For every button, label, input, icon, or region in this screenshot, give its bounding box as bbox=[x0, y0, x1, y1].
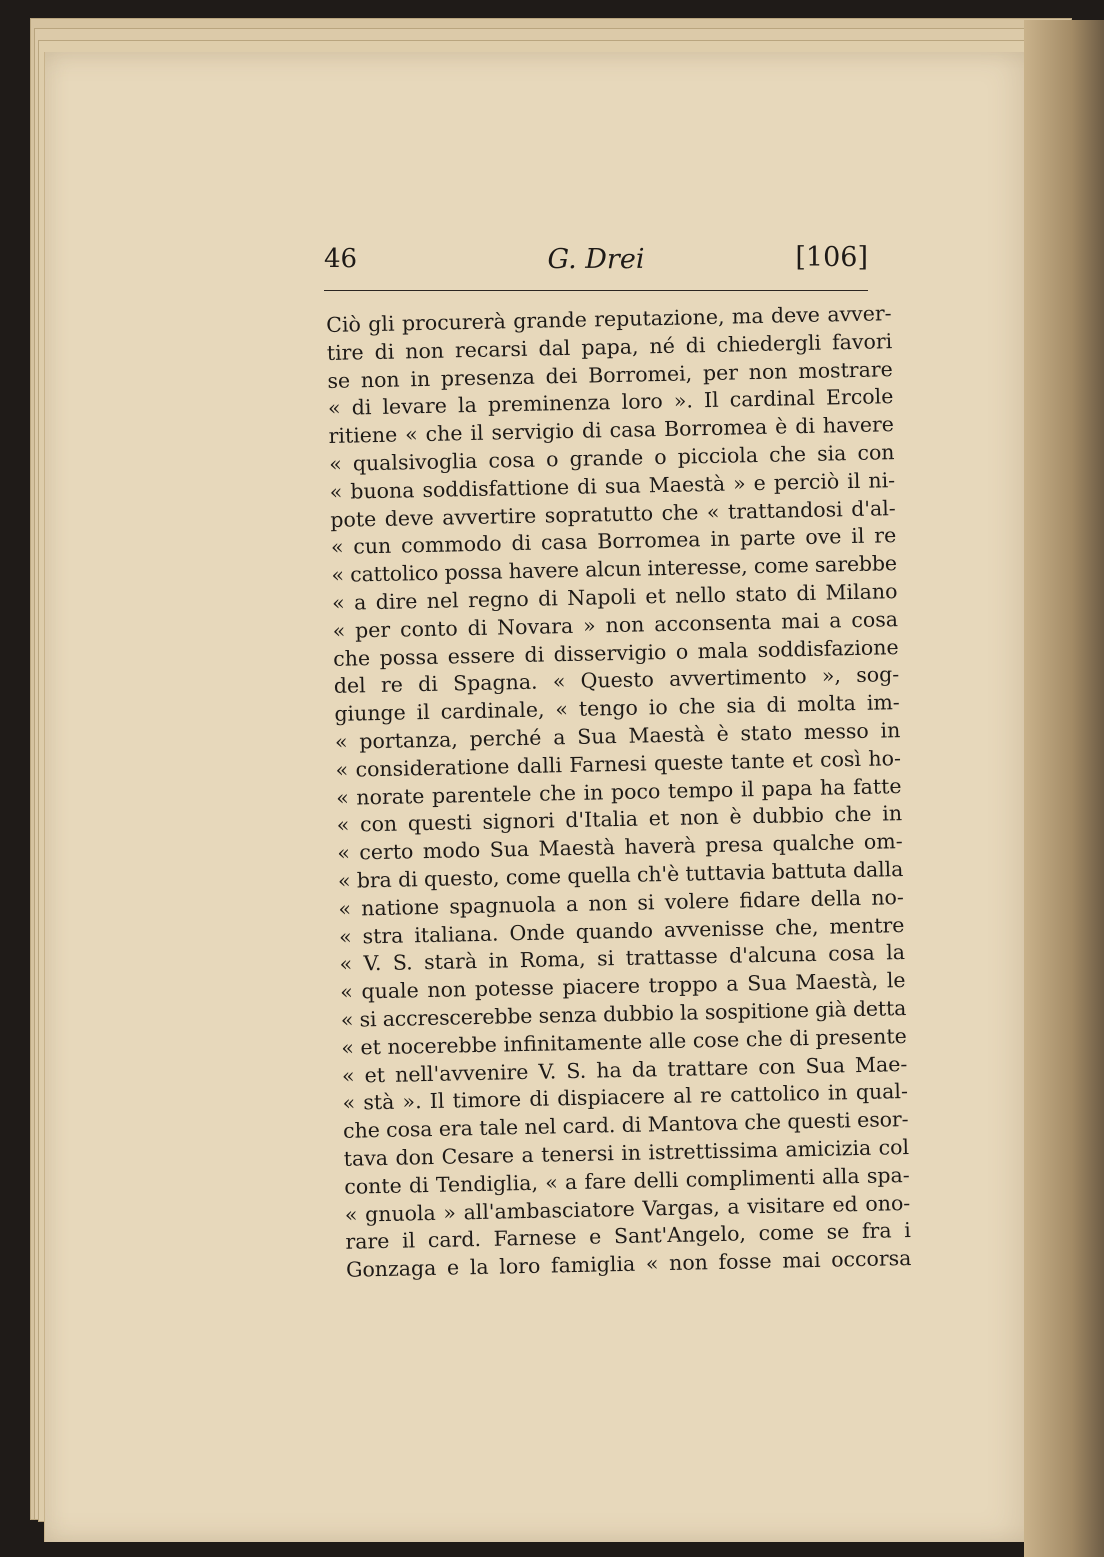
body-line: « certo modo Sua Maestà haverà presa qualche om- bbox=[337, 829, 903, 866]
body-line: « cattolico possa havere alcun interesse, come sarebbe bbox=[331, 551, 898, 588]
body-line: « norate parentele che in poco tempo il papa ha fatte bbox=[335, 773, 902, 810]
running-title: G. Drei bbox=[547, 244, 645, 275]
body-line: « si accrescerebbe senza dubbio la sospitione già detta bbox=[340, 995, 907, 1032]
body-line: del re di Spagna. « Questo avvertimento », sog- bbox=[333, 662, 900, 699]
body-line: « quale non potesse piacere troppo a Sua Maestà, le bbox=[339, 968, 906, 1004]
body-line: « natione spagnuola a non si volere fidare della no- bbox=[338, 884, 905, 921]
body-line: se non in presenza dei Borromei, per non mostrare bbox=[327, 356, 893, 393]
running-header bbox=[324, 238, 868, 282]
body-line: Gonzaga e la loro famiglia « non fosse mai occorsa bbox=[345, 1246, 912, 1282]
body-text bbox=[326, 300, 912, 1285]
body-line: « di levare la preminenza loro ». Il cardinal Ercole bbox=[327, 384, 894, 421]
body-line: « V. S. starà in Roma, si trattasse d'alcuna cosa la bbox=[339, 940, 906, 977]
body-line: tava don Cesare a tenersi in istrettissima amicizia col bbox=[343, 1134, 910, 1171]
header-rule bbox=[324, 290, 868, 291]
body-line: pote deve avvertire sopratutto che « trattandosi d'al- bbox=[330, 495, 896, 532]
body-line: « con questi signori d'Italia et non è dubbio che in bbox=[336, 801, 903, 838]
body-line: « et nocerebbe infinitamente alle cose che di presente bbox=[341, 1023, 907, 1060]
body-line: tire di non recarsi dal papa, né di chiedergli favori bbox=[326, 328, 893, 365]
book-spine bbox=[1024, 20, 1104, 1557]
body-line: « qualsivoglia cosa o grande o picciola che sia con bbox=[328, 440, 895, 476]
body-line: Ciò gli procurerà grande reputazione, ma deve avver- bbox=[326, 301, 892, 337]
body-line: giunge il cardinale, « tengo io che sia di molta im- bbox=[334, 690, 900, 727]
body-line: rare il card. Farnese e Sant'Angelo, come se fra i bbox=[345, 1218, 912, 1255]
body-line: « bra di questo, come quella ch'è tuttavia battuta dalla bbox=[337, 856, 904, 893]
body-line: « stà ». Il timore di dispiacere al re cattolico in qual- bbox=[342, 1079, 909, 1116]
body-line: ritiene « che il servigio di casa Borromea è di havere bbox=[328, 412, 895, 449]
body-line: « buona soddisfattione di sua Maestà » e perciò il ni- bbox=[329, 467, 896, 504]
page-number: 46 bbox=[324, 244, 358, 274]
body-line: « gnuola » all'ambasciatore Vargas, a visitare ed ono- bbox=[344, 1190, 911, 1227]
body-line: « a dire nel regno di Napoli et nello stato di Milano bbox=[331, 579, 898, 615]
body-line: « stra italiana. Onde quando avvenisse che, mentre bbox=[338, 912, 905, 949]
body-line: « cun commodo di casa Borromea in parte ove il re bbox=[330, 523, 897, 560]
body-line: « per conto di Novara » non acconsenta mai a cosa bbox=[332, 606, 899, 643]
body-line: « consideratione dalli Farnesi queste tante et così ho- bbox=[335, 745, 902, 782]
body-line: conte di Tendiglia, « a fare delli complimenti alla spa- bbox=[344, 1162, 910, 1199]
body-line: « et nell'avvenire V. S. ha da trattare con Sua Mae- bbox=[341, 1051, 908, 1088]
body-line: « portanza, perché a Sua Maestà è stato messo in bbox=[334, 718, 901, 754]
original-page-number: [106] bbox=[795, 242, 868, 273]
body-line: che cosa era tale nel card. di Mantova che questi esor- bbox=[342, 1107, 909, 1143]
body-line: che possa essere di disservigio o mala soddisfazione bbox=[333, 634, 899, 671]
